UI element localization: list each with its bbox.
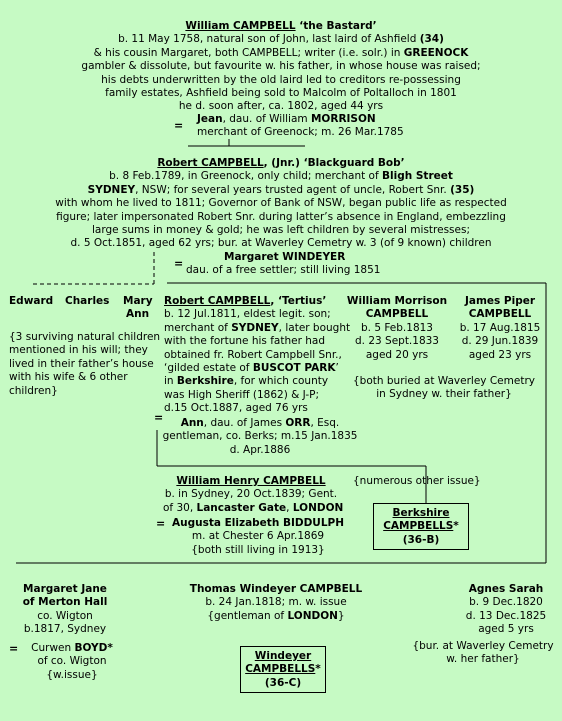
bio-line: } xyxy=(337,609,345,622)
bio-line: he d. soon after, ca. 1802, aged 44 yrs xyxy=(178,100,384,113)
bio-line: Curwen xyxy=(31,642,75,654)
bio-line: b. in Sydney, 20 Oct.1839; Gent. xyxy=(164,488,338,501)
note-line: {3 surviving natural children xyxy=(9,331,161,343)
person-name: Agnes Sarah xyxy=(468,583,544,595)
person-curwen-boyd xyxy=(20,642,124,682)
marriage-sign: = xyxy=(154,411,164,424)
bio-line: b. 9 Dec.1820 xyxy=(469,596,543,609)
bio-line: his debts underwritten by the old laird led to creditors re-possessing xyxy=(101,73,461,86)
person-name: Thomas Windeyer CAMPBELL xyxy=(189,583,363,595)
bio-line: b. 24 Jan.1818; m. w. issue xyxy=(205,596,347,609)
note-agnes-burial xyxy=(410,640,556,667)
marriage-sign: = xyxy=(174,257,184,270)
place-name: Lancaster Gate xyxy=(196,501,287,514)
person-william-morrison-campbell xyxy=(338,295,456,362)
note-numerous-issue xyxy=(353,475,493,488)
estate-name: BUSCOT PARK xyxy=(252,362,336,375)
bio-line: with whom he lived to 1811; Governor of Bank of NSW, began public life as respected xyxy=(55,197,507,210)
bio-line: merchant of Greenock; m. 26 Mar.1785 xyxy=(197,126,404,139)
bio-line: large sums in money & gold; he was left children by several mistresses; xyxy=(91,224,470,237)
bio-line: b. 17 Aug.1815 xyxy=(459,321,541,334)
reference-number: (34) xyxy=(419,33,444,46)
place-name: Berkshire xyxy=(176,375,234,388)
person-epithet: ‘the Bastard’ xyxy=(299,20,377,32)
person-epithet: ‘Tertius’ xyxy=(277,295,327,307)
person-margaret-jane xyxy=(8,583,122,637)
bio-line: , NSW; for several years trusted agent of uncle, Robert Snr. xyxy=(135,183,451,196)
bio-line: of co. Wigton xyxy=(37,655,107,668)
bio-line: of 30, xyxy=(163,501,197,514)
place-name: Bligh Street xyxy=(382,170,453,183)
person-epithet: ‘Blackguard Bob’ xyxy=(303,157,405,169)
bio-line: figure; later impersonated Robert Snr. during latter’s absence in England, embezzling xyxy=(56,210,506,223)
note-line: children} xyxy=(9,384,58,397)
bio-line: with the fortune his father had xyxy=(164,335,325,348)
bio-line: gentleman, co. Berks; m.15 Jan.1835 xyxy=(162,430,358,443)
note-line: with his wife & 6 other xyxy=(9,371,128,384)
person-william-campbell-bastard xyxy=(60,20,502,114)
note-line: in Sydney w. their father} xyxy=(376,388,512,401)
asterisk: * xyxy=(107,642,113,654)
bio-line: d. 29 Jun.1839 xyxy=(461,335,539,348)
person-name: Edward xyxy=(9,295,54,307)
surname: ORR xyxy=(285,417,311,429)
surname: MORRISON xyxy=(310,113,376,125)
bio-line: aged 5 yrs xyxy=(478,623,534,636)
note-line: {both buried at Waverley Cemetry xyxy=(353,375,535,387)
bio-line: , dau. of William xyxy=(222,113,311,125)
marriage-sign: = xyxy=(156,517,166,530)
person-name: Mary xyxy=(123,295,153,307)
link-label: CAMPBELLS xyxy=(383,520,454,533)
person-margaret-windeyer xyxy=(186,251,406,278)
bio-line: , xyxy=(286,501,293,514)
bio-line: gambler & dissolute, but favourite w. his father, in whose house was raised; xyxy=(81,60,481,73)
person-jean-morrison xyxy=(197,113,417,140)
note-line: w. her father} xyxy=(446,653,520,666)
person-thomas-windeyer-campbell xyxy=(176,583,376,623)
link-label: CAMPBELLS xyxy=(245,663,316,676)
reference-number: (36-C) xyxy=(264,676,302,689)
person-suffix: , (Jnr.) xyxy=(263,157,304,169)
person-name: Robert CAMPBELL xyxy=(157,157,264,169)
bio-line: d. 23 Sept.1833 xyxy=(354,335,439,348)
bio-line: dau. of a free settler; still living 1851 xyxy=(186,264,381,277)
bio-line: b. 11 May 1758, natural son of John, last laird of Ashfield xyxy=(118,33,420,46)
reference-number: (36-B) xyxy=(402,533,440,546)
bio-line: {gentleman of xyxy=(207,609,288,622)
person-name: William CAMPBELL xyxy=(185,20,296,32)
bio-line: , dau. of James xyxy=(203,417,286,429)
asterisk: * xyxy=(315,663,321,676)
person-name: Ann xyxy=(180,417,204,429)
person-name: Robert CAMPBELL xyxy=(164,295,271,307)
link-label: Windeyer xyxy=(254,650,312,662)
windeyer-campbells-link[interactable] xyxy=(240,646,326,693)
person-william-henry-campbell xyxy=(163,475,344,515)
person-augusta-biddulph xyxy=(168,517,348,557)
note-line: mentioned in his will; they xyxy=(9,344,148,357)
note-line: lived in their father’s house xyxy=(9,357,154,370)
bio-line: was High Sheriff (1862) & J-P; xyxy=(164,388,320,401)
bio-line: co. Wigton xyxy=(37,609,93,622)
place-name: SYDNEY xyxy=(231,321,279,334)
bio-line: b. 12 Jul.1811, eldest legit. son; xyxy=(164,308,331,321)
natural-children xyxy=(9,295,161,398)
place-name: LONDON xyxy=(287,609,338,622)
person-name: Charles xyxy=(65,295,110,307)
reference-number: (35) xyxy=(450,183,475,196)
bio-line: b. 5 Feb.1813 xyxy=(360,321,433,334)
bio-line: d. Apr.1886 xyxy=(229,443,291,456)
person-estate: of Merton Hall xyxy=(22,596,108,609)
person-name: William Henry CAMPBELL xyxy=(176,475,326,487)
bio-line: & his cousin Margaret, both CAMPBELL; writer (i.e. solr.) in xyxy=(93,46,404,59)
note-line: {numerous other issue} xyxy=(353,475,481,487)
person-agnes-sarah xyxy=(456,583,556,637)
bio-line: , Esq. xyxy=(310,417,340,429)
place-name: GREENOCK xyxy=(403,46,469,59)
asterisk: * xyxy=(453,520,459,533)
bio-line: family estates, Ashfield being sold to Malcolm of Poltalloch in 1801 xyxy=(105,87,457,100)
person-ann-orr xyxy=(160,417,360,457)
bio-line: d.15 Oct.1887, aged 76 yrs xyxy=(164,402,308,415)
person-name: Ann xyxy=(126,308,150,320)
bio-line: obtained fr. Robert Campbell Snr., xyxy=(164,348,342,361)
bio-line: , for which county xyxy=(233,375,329,388)
marriage-sign: = xyxy=(174,119,184,132)
person-surname: CAMPBELL xyxy=(468,308,532,321)
bio-line: ‘gilded estate of xyxy=(164,362,253,375)
marriage-sign: = xyxy=(9,642,19,655)
person-robert-campbell-tertius: Robert CAMPBELL, ‘Tertius’ b. 12 Jul.1811, eldest legit. son; merchant of SYDNEY, later bought with the fortune his father had obtained fr. Robert Campbell Snr., ‘gilded estate of BUSCOT PARK’ in Berkshire, for which county was High Sheriff (1862) & J-P; d.15 Oct.1887, aged 76 yrs xyxy=(164,295,351,415)
link-label: Berkshire xyxy=(392,507,450,519)
bio-line: {w.issue} xyxy=(46,668,98,681)
person-name: William Morrison xyxy=(346,295,448,307)
surname: BOYD xyxy=(74,642,108,654)
bio-line: m. at Chester 6 Apr.1869 xyxy=(191,530,325,543)
person-name: Margaret WINDEYER xyxy=(224,251,346,263)
bio-line: merchant of xyxy=(164,321,232,334)
bio-line: aged 20 yrs xyxy=(365,348,429,361)
person-james-piper-campbell xyxy=(456,295,544,362)
bio-line: {both still living in 1913} xyxy=(191,543,325,556)
bio-line: ’ xyxy=(335,362,339,375)
bio-line: , later bought xyxy=(278,321,351,334)
place-name: SYDNEY xyxy=(87,183,136,196)
bio-line: d. 13 Dec.1825 xyxy=(465,609,547,622)
person-robert-campbell-jnr xyxy=(40,157,522,251)
bio-line: in xyxy=(164,375,177,388)
bio-line: b.1817, Sydney xyxy=(23,623,107,636)
person-name: Jean xyxy=(197,113,223,125)
note-line: {bur. at Waverley Cemetry xyxy=(412,640,554,652)
bio-line: b. 8 Feb.1789, in Greenock, only child; merchant of xyxy=(109,170,383,183)
person-name: Margaret Jane xyxy=(23,583,107,595)
person-surname: CAMPBELL xyxy=(365,308,429,321)
person-name: Augusta Elizabeth BIDDULPH xyxy=(172,517,344,529)
place-name: LONDON xyxy=(292,501,344,514)
berkshire-campbells-link[interactable] xyxy=(373,503,469,550)
bio-line: aged 23 yrs xyxy=(468,348,532,361)
bio-line: d. 5 Oct.1851, aged 62 yrs; bur. at Waverley Cemetry w. 3 (of 9 known) children xyxy=(70,237,492,250)
person-name: James Piper xyxy=(464,295,536,307)
note-both-buried xyxy=(350,375,538,402)
